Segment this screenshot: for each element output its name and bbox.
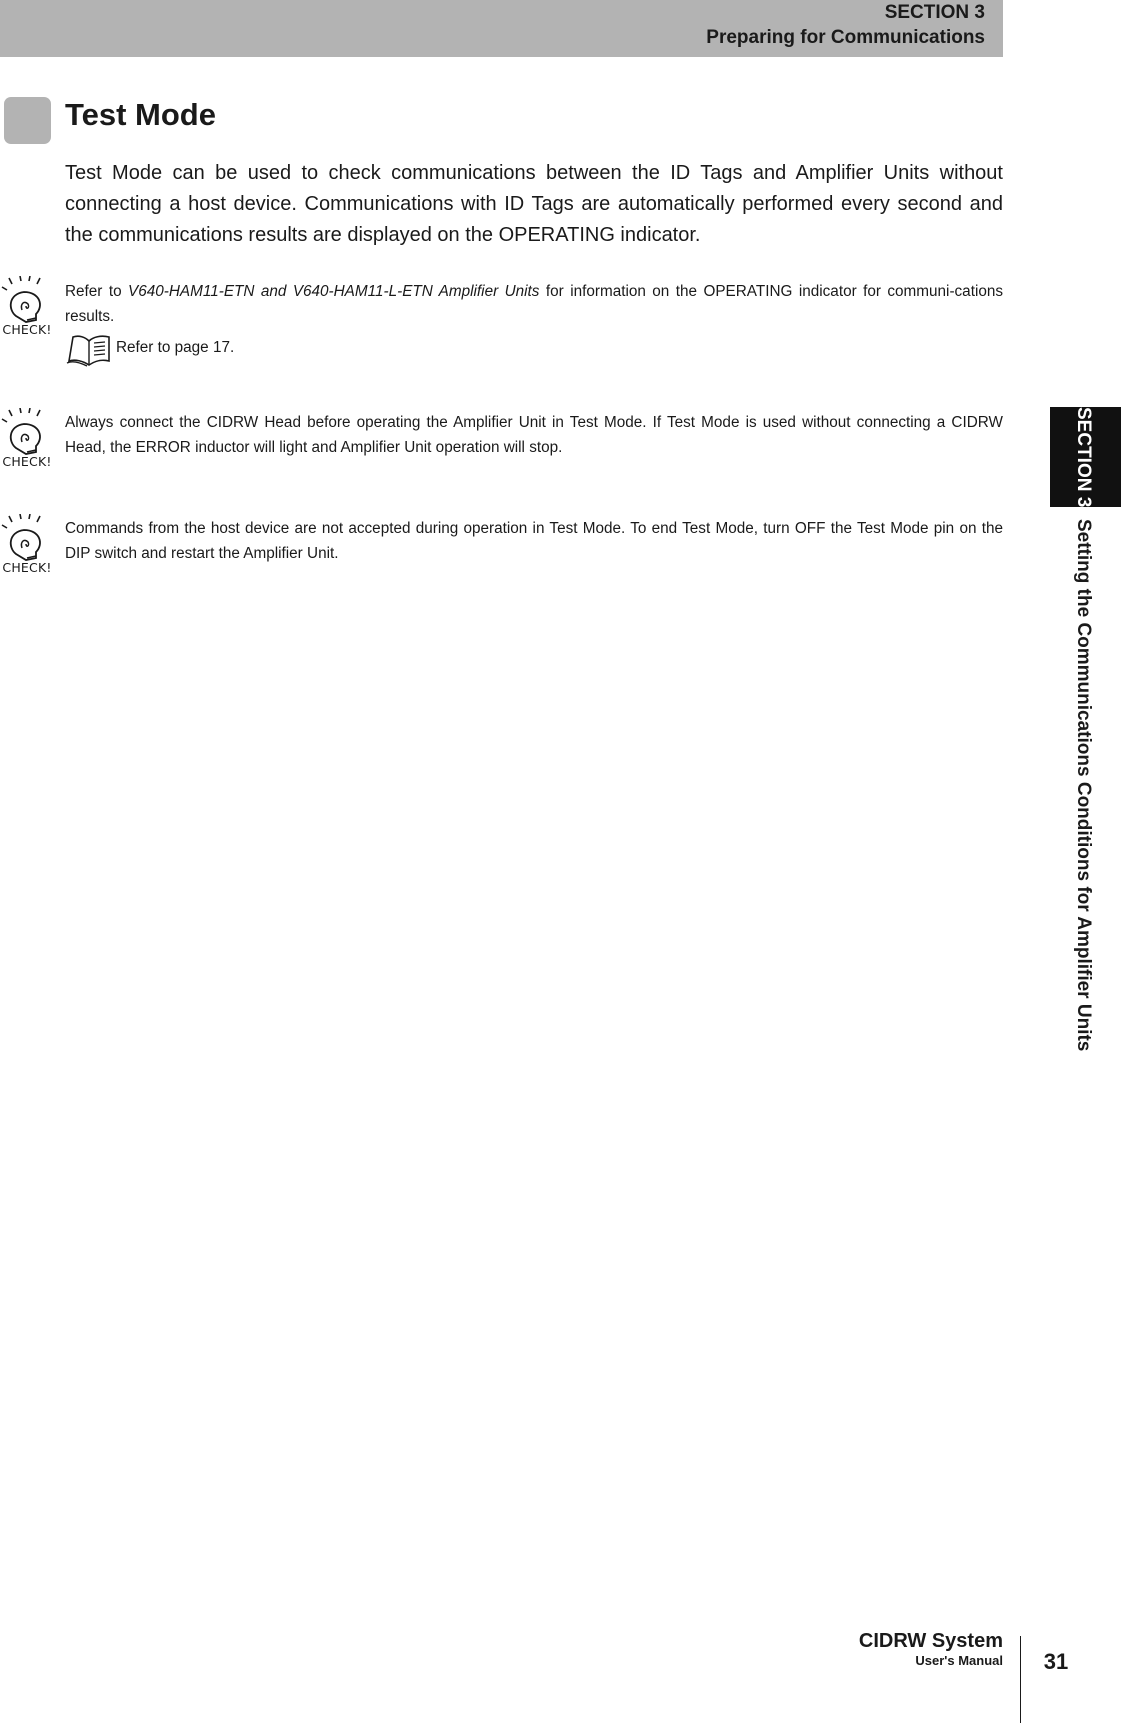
running-header bbox=[706, 0, 985, 50]
lightbulb-check-icon bbox=[0, 276, 54, 340]
section-side-label bbox=[1072, 407, 1094, 1052]
footer-subtitle: User's Manual bbox=[915, 1653, 1003, 1668]
note-1-document-title: V640-HAM11-ETN and V640-HAM11-L-ETN Amplifier Units bbox=[128, 283, 540, 300]
footer-title: CIDRW System bbox=[858, 1630, 1003, 1652]
note-1 bbox=[65, 279, 1003, 329]
note-1-suffix: for information on the OPERATING indicator for communi-cations results. bbox=[65, 283, 1004, 325]
side-tab-section: SECTION 3 bbox=[1073, 407, 1094, 508]
footer-divider bbox=[1020, 1636, 1021, 1723]
check-label: CHECK! bbox=[2, 454, 52, 469]
header-chapter: Preparing for Communications bbox=[706, 27, 985, 48]
page-reference-link[interactable]: Refer to page 17. bbox=[116, 339, 235, 356]
page-number: 31 bbox=[1043, 1649, 1069, 1674]
page-title: Test Mode bbox=[65, 97, 216, 132]
note-1-prefix: Refer to bbox=[65, 283, 129, 300]
note-3: Commands from the host device are not accepted during operation in Test Mode. To end Test Mode, turn OFF the Test Mode pin on the DIP switch and restart the Amplifier Unit. bbox=[65, 520, 1003, 562]
check-label: CHECK! bbox=[2, 322, 52, 337]
lightbulb-check-icon bbox=[0, 408, 54, 472]
side-tab-title: Setting the Communications Conditions for Amplifier Units bbox=[1073, 519, 1094, 1052]
check-label: CHECK! bbox=[2, 560, 52, 575]
lightbulb-check-icon bbox=[0, 514, 54, 578]
body-paragraph: Test Mode can be used to check communications between the ID Tags and Amplifier Units without connecting a host device. Communications with ID Tags are automatically performed every second and the communications results are displayed on the OPERATING indicator. bbox=[65, 162, 1003, 246]
header-section: SECTION 3 bbox=[884, 2, 985, 23]
heading-marker bbox=[4, 97, 51, 144]
note-2: Always connect the CIDRW Head before operating the Amplifier Unit in Test Mode. If Test Mode is used without connecting a CIDRW Head, the ERROR inductor will light and Amplifier Unit operation will stop. bbox=[65, 414, 1003, 456]
header-band bbox=[0, 0, 1003, 57]
open-book-icon bbox=[65, 331, 113, 367]
